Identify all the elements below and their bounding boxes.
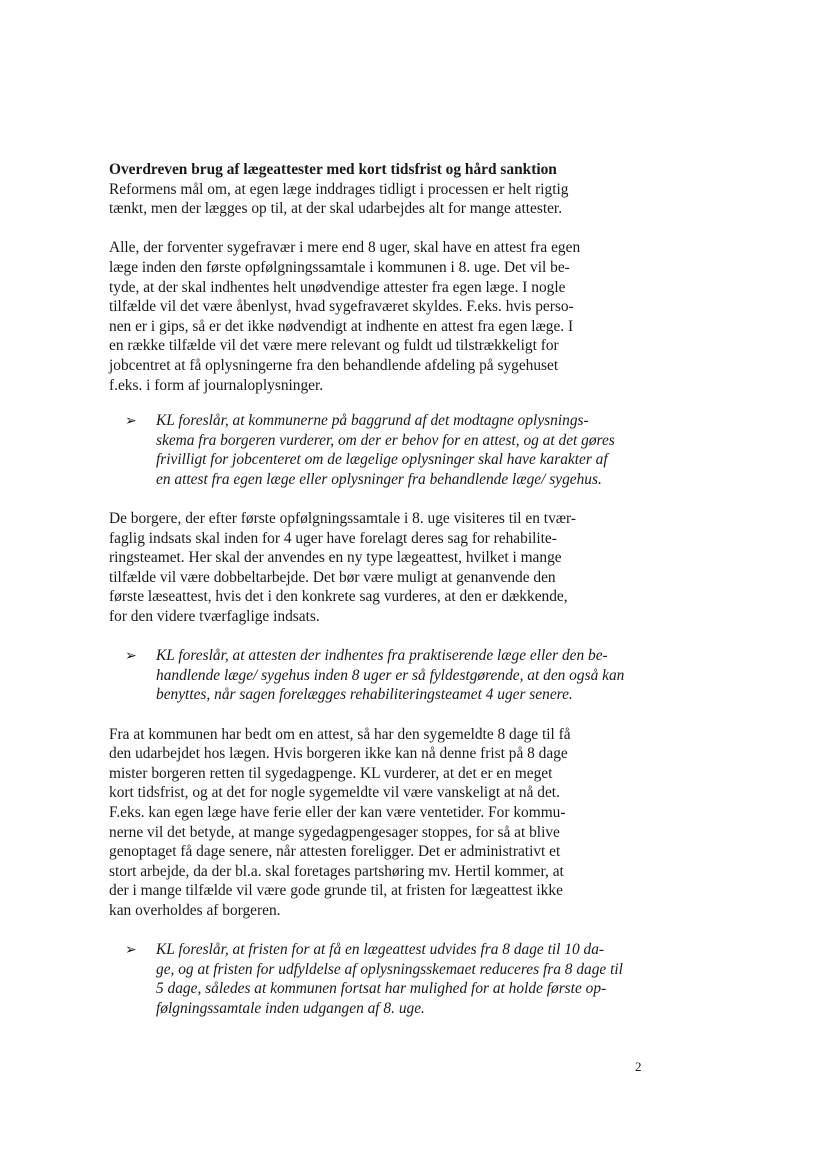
proposal-line: skema fra borgeren vurderer, om der er behov for en attest, og at det gøres — [156, 431, 615, 449]
text-line: De borgere, der efter første opfølgningssamtale i 8. uge visiteres til en tvær- — [109, 510, 576, 528]
text-line: Reformens mål om, at egen læge inddrages tidligt i processen er helt rigtig — [109, 180, 569, 198]
text-line: for den videre tværfaglige indsats. — [109, 608, 320, 626]
arrowhead-bullet-icon: ➢ — [125, 413, 137, 430]
text-line: tilfælde vil være dobbeltarbejde. Det bør være muligt at genanvende den — [109, 568, 556, 586]
page-number: 2 — [635, 1059, 642, 1074]
arrowhead-bullet-icon: ➢ — [125, 648, 137, 665]
proposal-line: ge, og at fristen for udfyldelse af oplysningsskemaet reduceres fra 8 dage til — [156, 960, 623, 978]
document-body — [109, 160, 625, 1019]
text-line: jobcentret at få oplysningerne fra den behandlende afdeling på sygehuset — [109, 356, 559, 374]
paragraph-2 — [109, 509, 617, 627]
proposal-1 — [109, 411, 617, 489]
text-line: stort arbejde, da der bl.a. skal foretages partshøring mv. Hertil kommer, at — [109, 862, 564, 880]
text-line: første læseattest, hvis det i den konkrete sag vurderes, at den er dækkende, — [109, 588, 568, 606]
text-line: mister borgeren retten til sygedagpenge. KL vurderer, at det er en meget — [109, 764, 553, 782]
text-line: kan overholdes af borgeren. — [109, 901, 281, 919]
text-line: Alle, der forventer sygefravær i mere end 8 uger, skal have en attest fra egen — [109, 239, 581, 257]
proposal-line: 5 dage, således at kommunen fortsat har mulighed for at holde første op- — [156, 980, 607, 998]
text-line: Fra at kommunen har bedt om en attest, så har den sygemeldte 8 dage til få — [109, 725, 571, 743]
proposal-line: benyttes, når sagen forelægges rehabiliteringsteamet 4 uger senere. — [156, 686, 573, 704]
text-line: f.eks. i form af journaloplysninger. — [109, 376, 324, 394]
text-line: der i mange tilfælde vil være gode grunde til, at fristen for lægeattest ikke — [109, 882, 563, 900]
text-line: ringsteamet. Her skal der anvendes en ny type lægeattest, hvilket i mange — [109, 549, 562, 567]
arrowhead-bullet-icon: ➢ — [125, 942, 137, 959]
proposal-line: en attest fra egen læge eller oplysninger fra behandlende læge/ sygehus. — [156, 470, 602, 488]
text-line: tænkt, men der lægges op til, at der skal udarbejdes alt for mange attester. — [109, 200, 563, 218]
paragraph-3 — [109, 725, 617, 921]
proposal-2 — [109, 646, 625, 705]
text-line: den udarbejdet hos lægen. Hvis borgeren ikke kan nå denne frist på 8 dage — [109, 745, 568, 763]
proposal-3 — [109, 940, 623, 1018]
text-line: F.eks. kan egen læge have ferie eller der kan være ventetider. For kommu- — [109, 804, 566, 821]
proposal-line: frivilligt for jobcenteret om de lægelige oplysninger skal have karakter af — [156, 451, 608, 469]
text-line: genoptaget få dage senere, når attesten foreligger. Det er administrativt et — [109, 843, 561, 861]
proposal-line: KL foreslår, at fristen for at få en lægeattest udvides fra 8 dage til 10 da- — [156, 941, 605, 959]
text-line: kort tidsfrist, og at det for nogle sygemeldte vil være vanskeligt at nå det. — [109, 784, 560, 802]
section-heading: Overdreven brug af lægeattester med kort tidsfrist og hård sanktion — [109, 161, 557, 178]
text-line: nerne vil det betyde, at mange sygedagpengesager stoppes, for så at blive — [109, 823, 560, 841]
paragraph-1 — [109, 238, 617, 395]
text-line: en række tilfælde vil det være mere relevant og fuldt ud tilstrækkeligt for — [109, 337, 559, 355]
text-line: nen er i gips, så er det ikke nødvendigt at indhente en attest fra egen læge. I — [109, 317, 574, 335]
text-line: tilfælde vil det være åbenlyst, hvad sygefraværet skyldes. F.eks. hvis perso- — [109, 298, 574, 316]
proposal-line: følgningssamtale inden udgangen af 8. uge. — [156, 999, 425, 1017]
text-line: tyde, at der skal indhentes helt unødvendige attester fra egen læge. I nogle — [109, 278, 566, 296]
proposal-line: KL foreslår, at attesten der indhentes fra praktiserende læge eller den be- — [156, 647, 608, 665]
intro-paragraph — [109, 180, 617, 219]
text-line: læge inden den første opfølgningssamtale i kommunen i 8. uge. Det vil be- — [109, 258, 570, 276]
proposal-line: handlende læge/ sygehus inden 8 uger er så fyldestgørende, at den også kan — [156, 666, 625, 684]
proposal-line: KL foreslår, at kommunerne på baggrund af det modtagne oplysnings- — [156, 412, 589, 430]
text-line: faglig indsats skal inden for 4 uger have forelagt deres sag for rehabilite- — [109, 529, 557, 547]
